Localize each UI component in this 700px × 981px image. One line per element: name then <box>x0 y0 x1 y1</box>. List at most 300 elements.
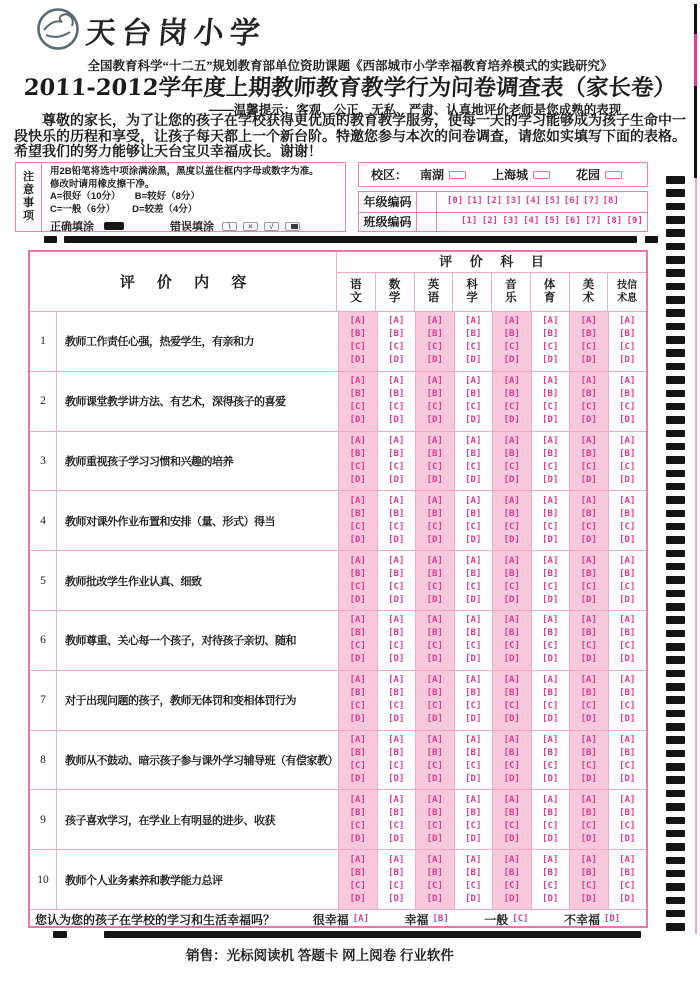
option-bubble-A[interactable]: [A] <box>349 854 366 865</box>
option-bubble-A[interactable]: [A] <box>542 495 559 506</box>
option-bubble-C[interactable]: [C] <box>426 760 443 771</box>
option-bubble-D[interactable]: [D] <box>426 654 443 665</box>
option-bubble-B[interactable]: [B] <box>388 568 405 579</box>
option-bubble-A[interactable]: [A] <box>465 495 482 506</box>
option-bubble-C[interactable]: [C] <box>465 760 482 771</box>
code-digit-bubble[interactable]: [4] <box>523 216 540 227</box>
option-bubble-D[interactable]: [D] <box>619 355 636 366</box>
option-bubble-D[interactable]: [D] <box>465 893 482 904</box>
option-bubble-B[interactable]: [B] <box>388 807 405 818</box>
option-bubble-B[interactable]: [B] <box>349 867 366 878</box>
option-bubble-B[interactable]: [B] <box>542 867 559 878</box>
option-bubble-A[interactable]: [A] <box>619 854 636 865</box>
option-bubble-A[interactable]: [A] <box>388 854 405 865</box>
option-bubble-B[interactable]: [B] <box>426 807 443 818</box>
option-bubble-D[interactable]: [D] <box>349 474 366 485</box>
option-bubble-A[interactable]: [A] <box>465 376 482 387</box>
option-bubble-C[interactable]: [C] <box>619 342 636 353</box>
option-bubble-C[interactable]: [C] <box>349 701 366 712</box>
option-bubble-D[interactable]: [D] <box>619 714 636 725</box>
option-bubble-A[interactable]: [A] <box>542 675 559 686</box>
option-bubble-C[interactable]: [C] <box>426 461 443 472</box>
option-bubble-D[interactable]: [D] <box>465 355 482 366</box>
option-bubble-A[interactable]: [A] <box>503 376 520 387</box>
option-bubble-D[interactable]: [D] <box>603 914 621 925</box>
option-bubble-B[interactable]: [B] <box>426 508 443 519</box>
option-bubble-C[interactable]: [C] <box>503 402 520 413</box>
option-bubble-D[interactable]: [D] <box>542 893 559 904</box>
option-bubble-B[interactable]: [B] <box>580 508 597 519</box>
option-bubble-B[interactable]: [B] <box>465 867 482 878</box>
option-bubble-C[interactable]: [C] <box>542 581 559 592</box>
option-bubble-A[interactable]: [A] <box>580 495 597 506</box>
option-bubble-C[interactable]: [C] <box>465 461 482 472</box>
code-digit-bubble[interactable]: [5] <box>544 196 561 207</box>
option-bubble-A[interactable]: [A] <box>426 376 443 387</box>
option-bubble-A[interactable]: [A] <box>580 675 597 686</box>
option-bubble-B[interactable]: [B] <box>465 329 482 340</box>
option-bubble-A[interactable]: [A] <box>465 675 482 686</box>
option-bubble-A[interactable]: [A] <box>388 555 405 566</box>
option-bubble-C[interactable]: [C] <box>619 402 636 413</box>
option-bubble-B[interactable]: [B] <box>619 807 636 818</box>
option-bubble-B[interactable]: [B] <box>465 568 482 579</box>
option-bubble-A[interactable]: [A] <box>388 675 405 686</box>
option-bubble-D[interactable]: [D] <box>349 893 366 904</box>
option-bubble-D[interactable]: [D] <box>426 893 443 904</box>
option-bubble-A[interactable]: [A] <box>388 316 405 327</box>
option-bubble-A[interactable]: [A] <box>349 555 366 566</box>
code-digit-bubble[interactable]: [7] <box>583 196 600 207</box>
option-bubble-A[interactable]: [A] <box>503 794 520 805</box>
option-bubble-C[interactable]: [C] <box>465 641 482 652</box>
option-bubble-B[interactable]: [B] <box>619 688 636 699</box>
option-bubble-B[interactable]: [B] <box>465 389 482 400</box>
option-bubble-C[interactable]: [C] <box>349 880 366 891</box>
option-bubble-B[interactable]: [B] <box>503 568 520 579</box>
option-bubble-B[interactable]: [B] <box>580 747 597 758</box>
option-bubble-D[interactable]: [D] <box>349 355 366 366</box>
option-bubble-D[interactable]: [D] <box>503 773 520 784</box>
option-bubble-C[interactable]: [C] <box>503 820 520 831</box>
option-bubble-D[interactable]: [D] <box>388 714 405 725</box>
code-digit-bubble[interactable]: [2] <box>485 196 503 207</box>
option-bubble-B[interactable]: [B] <box>349 389 366 400</box>
option-bubble-C[interactable]: [C] <box>388 342 405 353</box>
option-bubble-A[interactable]: [A] <box>503 555 520 566</box>
option-bubble-D[interactable]: [D] <box>580 534 597 545</box>
option-bubble-C[interactable]: [C] <box>349 402 366 413</box>
option-bubble-B[interactable]: [B] <box>503 329 520 340</box>
option-bubble-B[interactable]: [B] <box>465 508 482 519</box>
option-bubble-D[interactable]: [D] <box>349 833 366 844</box>
option-bubble-B[interactable]: [B] <box>619 747 636 758</box>
option-bubble-B[interactable]: [B] <box>542 568 559 579</box>
option-bubble-A[interactable]: [A] <box>542 316 559 327</box>
option-bubble-C[interactable]: [C] <box>580 461 597 472</box>
option-bubble-A[interactable]: [A] <box>388 376 405 387</box>
option-bubble-A[interactable]: [A] <box>503 854 520 865</box>
option-bubble-B[interactable]: [B] <box>426 688 443 699</box>
option-bubble-D[interactable]: [D] <box>580 833 597 844</box>
option-bubble-B[interactable]: [B] <box>580 448 597 459</box>
option-bubble-A[interactable]: [A] <box>426 495 443 506</box>
option-bubble-A[interactable]: [A] <box>465 615 482 626</box>
option-bubble-A[interactable]: [A] <box>352 914 370 925</box>
option-bubble-C[interactable]: [C] <box>542 760 559 771</box>
option-bubble-C[interactable]: [C] <box>580 581 597 592</box>
option-bubble-D[interactable]: [D] <box>619 833 636 844</box>
code-digit-bubble[interactable]: [7] <box>585 216 602 227</box>
option-bubble-C[interactable]: [C] <box>503 760 520 771</box>
option-bubble-C[interactable]: [C] <box>503 581 520 592</box>
option-bubble-C[interactable]: [C] <box>503 342 520 353</box>
option-bubble-C[interactable]: [C] <box>619 820 636 831</box>
option-bubble-D[interactable]: [D] <box>426 534 443 545</box>
option-bubble-B[interactable]: [B] <box>465 628 482 639</box>
option-bubble-D[interactable]: [D] <box>580 654 597 665</box>
option-bubble-B[interactable]: [B] <box>580 688 597 699</box>
option-bubble-A[interactable]: [A] <box>349 675 366 686</box>
option-bubble-A[interactable]: [A] <box>503 495 520 506</box>
option-bubble-C[interactable]: [C] <box>465 521 482 532</box>
option-bubble-B[interactable]: [B] <box>619 867 636 878</box>
option-bubble-A[interactable]: [A] <box>349 316 366 327</box>
option-bubble-A[interactable]: [A] <box>542 854 559 865</box>
option-bubble-C[interactable]: [C] <box>580 641 597 652</box>
option-bubble-D[interactable]: [D] <box>349 594 366 605</box>
option-bubble-D[interactable]: [D] <box>426 773 443 784</box>
option-bubble-D[interactable]: [D] <box>465 534 482 545</box>
option-bubble-B[interactable]: [B] <box>388 508 405 519</box>
option-bubble-C[interactable]: [C] <box>426 521 443 532</box>
option-bubble-D[interactable]: [D] <box>580 594 597 605</box>
option-bubble-D[interactable]: [D] <box>503 893 520 904</box>
option-bubble-C[interactable]: [C] <box>542 641 559 652</box>
option-bubble-B[interactable]: [B] <box>349 508 366 519</box>
option-bubble-C[interactable]: [C] <box>426 342 443 353</box>
option-bubble-D[interactable]: [D] <box>542 714 559 725</box>
option-bubble-A[interactable]: [A] <box>426 435 443 446</box>
option-bubble-A[interactable]: [A] <box>542 615 559 626</box>
option-bubble-A[interactable]: [A] <box>465 734 482 745</box>
option-bubble-C[interactable]: [C] <box>542 342 559 353</box>
option-bubble-A[interactable]: [A] <box>619 316 636 327</box>
option-bubble-A[interactable]: [A] <box>619 495 636 506</box>
option-bubble-B[interactable]: [B] <box>580 807 597 818</box>
option-bubble-A[interactable]: [A] <box>388 435 405 446</box>
option-bubble-C[interactable]: [C] <box>465 342 482 353</box>
option-bubble-C[interactable]: [C] <box>542 880 559 891</box>
option-bubble-D[interactable]: [D] <box>388 773 405 784</box>
option-bubble-D[interactable]: [D] <box>503 415 520 426</box>
option-bubble-D[interactable]: [D] <box>542 594 559 605</box>
option-bubble-A[interactable]: [A] <box>465 316 482 327</box>
option-bubble-D[interactable]: [D] <box>388 534 405 545</box>
option-bubble-C[interactable]: [C] <box>388 402 405 413</box>
option-bubble-D[interactable]: [D] <box>619 594 636 605</box>
option-bubble-D[interactable]: [D] <box>503 474 520 485</box>
option-bubble-A[interactable]: [A] <box>388 794 405 805</box>
option-bubble-C[interactable]: [C] <box>426 641 443 652</box>
option-bubble-B[interactable]: [B] <box>542 508 559 519</box>
option-bubble-D[interactable]: [D] <box>580 714 597 725</box>
option-bubble-D[interactable]: [D] <box>465 594 482 605</box>
option-bubble-B[interactable]: [B] <box>542 628 559 639</box>
option-bubble-D[interactable]: [D] <box>619 654 636 665</box>
option-bubble-C[interactable]: [C] <box>388 581 405 592</box>
option-bubble-B[interactable]: [B] <box>580 867 597 878</box>
option-bubble-A[interactable]: [A] <box>580 854 597 865</box>
option-bubble-A[interactable]: [A] <box>542 555 559 566</box>
option-bubble-A[interactable]: [A] <box>619 794 636 805</box>
option-bubble-D[interactable]: [D] <box>465 773 482 784</box>
option-bubble-C[interactable]: [C] <box>388 880 405 891</box>
code-digit-bubble[interactable]: [0] <box>447 196 464 207</box>
option-bubble-D[interactable]: [D] <box>349 415 366 426</box>
option-bubble-D[interactable]: [D] <box>465 833 482 844</box>
option-bubble-C[interactable]: [C] <box>388 760 405 771</box>
option-bubble-B[interactable]: [B] <box>619 448 636 459</box>
option-bubble-A[interactable]: [A] <box>426 615 443 626</box>
option-bubble-C[interactable]: [C] <box>465 701 482 712</box>
code-digit-bubble[interactable]: [4] <box>524 196 542 207</box>
option-bubble-A[interactable]: [A] <box>465 854 482 865</box>
option-bubble-C[interactable]: [C] <box>619 701 636 712</box>
option-bubble-B[interactable]: [B] <box>426 628 443 639</box>
option-bubble-A[interactable]: [A] <box>349 435 366 446</box>
option-bubble-B[interactable]: [B] <box>388 747 405 758</box>
option-bubble-B[interactable]: [B] <box>619 568 636 579</box>
option-bubble-D[interactable]: [D] <box>542 654 559 665</box>
option-bubble-B[interactable]: [B] <box>503 628 520 639</box>
option-bubble-B[interactable]: [B] <box>349 807 366 818</box>
option-bubble-D[interactable]: [D] <box>349 714 366 725</box>
option-bubble-C[interactable]: [C] <box>349 760 366 771</box>
option-bubble-D[interactable]: [D] <box>580 415 597 426</box>
option-bubble-B[interactable]: [B] <box>388 867 405 878</box>
option-bubble-A[interactable]: [A] <box>426 734 443 745</box>
option-bubble-C[interactable]: [C] <box>580 521 597 532</box>
option-bubble-A[interactable]: [A] <box>349 615 366 626</box>
option-bubble-A[interactable]: [A] <box>542 734 559 745</box>
option-bubble-D[interactable]: [D] <box>542 773 559 784</box>
option-bubble-A[interactable]: [A] <box>580 615 597 626</box>
option-bubble-B[interactable]: [B] <box>580 628 597 639</box>
option-bubble-B[interactable]: [B] <box>349 448 366 459</box>
option-bubble-D[interactable]: [D] <box>542 534 559 545</box>
option-bubble-D[interactable]: [D] <box>426 415 443 426</box>
option-bubble-A[interactable]: [A] <box>503 615 520 626</box>
option-bubble-A[interactable]: [A] <box>426 316 443 327</box>
option-bubble-C[interactable]: [C] <box>465 880 482 891</box>
option-bubble-A[interactable]: [A] <box>580 555 597 566</box>
option-bubble-C[interactable]: [C] <box>349 581 366 592</box>
option-bubble-D[interactable]: [D] <box>503 714 520 725</box>
option-bubble-D[interactable]: [D] <box>503 534 520 545</box>
option-bubble-B[interactable]: [B] <box>432 914 449 925</box>
option-bubble-C[interactable]: [C] <box>388 521 405 532</box>
campus-checkbox[interactable] <box>449 171 466 179</box>
option-bubble-B[interactable]: [B] <box>619 329 636 340</box>
option-bubble-D[interactable]: [D] <box>503 833 520 844</box>
option-bubble-A[interactable]: [A] <box>388 615 405 626</box>
option-bubble-C[interactable]: [C] <box>619 760 636 771</box>
option-bubble-D[interactable]: [D] <box>465 415 482 426</box>
option-bubble-B[interactable]: [B] <box>542 389 559 400</box>
option-bubble-C[interactable]: [C] <box>465 402 482 413</box>
option-bubble-A[interactable]: [A] <box>388 734 405 745</box>
option-bubble-B[interactable]: [B] <box>542 448 559 459</box>
option-bubble-C[interactable]: [C] <box>426 402 443 413</box>
option-bubble-D[interactable]: [D] <box>542 355 559 366</box>
code-digit-bubble[interactable]: [1] <box>461 216 478 227</box>
code-digit-bubble[interactable]: [6] <box>563 196 580 207</box>
option-bubble-A[interactable]: [A] <box>619 734 636 745</box>
option-bubble-A[interactable]: [A] <box>465 435 482 446</box>
option-bubble-D[interactable]: [D] <box>619 534 636 545</box>
option-bubble-C[interactable]: [C] <box>465 820 482 831</box>
option-bubble-A[interactable]: [A] <box>388 495 405 506</box>
option-bubble-B[interactable]: [B] <box>542 329 559 340</box>
option-bubble-C[interactable]: [C] <box>465 581 482 592</box>
option-bubble-C[interactable]: [C] <box>580 342 597 353</box>
option-bubble-D[interactable]: [D] <box>426 594 443 605</box>
option-bubble-A[interactable]: [A] <box>426 854 443 865</box>
option-bubble-D[interactable]: [D] <box>426 355 443 366</box>
option-bubble-B[interactable]: [B] <box>349 628 366 639</box>
option-bubble-A[interactable]: [A] <box>619 376 636 387</box>
option-bubble-B[interactable]: [B] <box>349 568 366 579</box>
option-bubble-A[interactable]: [A] <box>465 555 482 566</box>
option-bubble-C[interactable]: [C] <box>349 820 366 831</box>
option-bubble-D[interactable]: [D] <box>580 773 597 784</box>
option-bubble-D[interactable]: [D] <box>580 474 597 485</box>
option-bubble-A[interactable]: [A] <box>426 794 443 805</box>
option-bubble-C[interactable]: [C] <box>349 342 366 353</box>
code-digit-bubble[interactable]: [9] <box>626 216 643 227</box>
option-bubble-A[interactable]: [A] <box>503 675 520 686</box>
option-bubble-B[interactable]: [B] <box>503 867 520 878</box>
option-bubble-A[interactable]: [A] <box>426 675 443 686</box>
option-bubble-A[interactable]: [A] <box>349 495 366 506</box>
option-bubble-A[interactable]: [A] <box>580 316 597 327</box>
option-bubble-C[interactable]: [C] <box>542 820 559 831</box>
code-digit-bubble[interactable]: [1] <box>466 196 483 207</box>
option-bubble-B[interactable]: [B] <box>580 568 597 579</box>
option-bubble-B[interactable]: [B] <box>426 867 443 878</box>
code-digit-bubble[interactable]: [5] <box>543 216 561 227</box>
option-bubble-C[interactable]: [C] <box>542 521 559 532</box>
option-bubble-D[interactable]: [D] <box>619 415 636 426</box>
option-bubble-C[interactable]: [C] <box>619 461 636 472</box>
option-bubble-C[interactable]: [C] <box>580 880 597 891</box>
option-bubble-D[interactable]: [D] <box>426 474 443 485</box>
option-bubble-C[interactable]: [C] <box>619 880 636 891</box>
option-bubble-B[interactable]: [B] <box>580 329 597 340</box>
option-bubble-D[interactable]: [D] <box>503 594 520 605</box>
option-bubble-C[interactable]: [C] <box>349 521 366 532</box>
option-bubble-D[interactable]: [D] <box>426 833 443 844</box>
option-bubble-B[interactable]: [B] <box>619 389 636 400</box>
option-bubble-C[interactable]: [C] <box>619 641 636 652</box>
option-bubble-C[interactable]: [C] <box>503 521 520 532</box>
option-bubble-B[interactable]: [B] <box>426 448 443 459</box>
option-bubble-A[interactable]: [A] <box>619 615 636 626</box>
option-bubble-B[interactable]: [B] <box>426 568 443 579</box>
option-bubble-D[interactable]: [D] <box>388 355 405 366</box>
option-bubble-B[interactable]: [B] <box>619 508 636 519</box>
option-bubble-A[interactable]: [A] <box>619 675 636 686</box>
option-bubble-D[interactable]: [D] <box>426 714 443 725</box>
option-bubble-B[interactable]: [B] <box>465 448 482 459</box>
option-bubble-C[interactable]: [C] <box>426 820 443 831</box>
option-bubble-B[interactable]: [B] <box>426 747 443 758</box>
option-bubble-A[interactable]: [A] <box>426 555 443 566</box>
option-bubble-C[interactable]: [C] <box>426 581 443 592</box>
option-bubble-B[interactable]: [B] <box>465 747 482 758</box>
option-bubble-D[interactable]: [D] <box>349 534 366 545</box>
option-bubble-A[interactable]: [A] <box>465 794 482 805</box>
option-bubble-D[interactable]: [D] <box>465 714 482 725</box>
option-bubble-D[interactable]: [D] <box>619 474 636 485</box>
option-bubble-B[interactable]: [B] <box>619 628 636 639</box>
option-bubble-B[interactable]: [B] <box>465 688 482 699</box>
option-bubble-A[interactable]: [A] <box>580 376 597 387</box>
option-bubble-A[interactable]: [A] <box>580 734 597 745</box>
option-bubble-A[interactable]: [A] <box>503 316 520 327</box>
option-bubble-D[interactable]: [D] <box>465 474 482 485</box>
option-bubble-C[interactable]: [C] <box>503 461 520 472</box>
code-digit-bubble[interactable]: [3] <box>505 196 522 207</box>
option-bubble-C[interactable]: [C] <box>542 701 559 712</box>
option-bubble-B[interactable]: [B] <box>503 508 520 519</box>
option-bubble-B[interactable]: [B] <box>426 389 443 400</box>
option-bubble-B[interactable]: [B] <box>465 807 482 818</box>
option-bubble-C[interactable]: [C] <box>542 402 559 413</box>
option-bubble-A[interactable]: [A] <box>503 435 520 446</box>
option-bubble-D[interactable]: [D] <box>580 893 597 904</box>
option-bubble-D[interactable]: [D] <box>503 355 520 366</box>
code-digit-bubble[interactable]: [6] <box>564 216 581 227</box>
option-bubble-B[interactable]: [B] <box>503 747 520 758</box>
option-bubble-B[interactable]: [B] <box>542 747 559 758</box>
code-digit-bubble[interactable]: [3] <box>502 216 519 227</box>
option-bubble-B[interactable]: [B] <box>542 688 559 699</box>
code-digit-bubble[interactable]: [8] <box>605 216 623 227</box>
option-bubble-A[interactable]: [A] <box>542 376 559 387</box>
option-bubble-B[interactable]: [B] <box>503 807 520 818</box>
option-bubble-C[interactable]: [C] <box>349 461 366 472</box>
option-bubble-C[interactable]: [C] <box>388 461 405 472</box>
option-bubble-B[interactable]: [B] <box>388 628 405 639</box>
option-bubble-D[interactable]: [D] <box>388 474 405 485</box>
option-bubble-B[interactable]: [B] <box>388 329 405 340</box>
option-bubble-B[interactable]: [B] <box>349 747 366 758</box>
option-bubble-A[interactable]: [A] <box>580 794 597 805</box>
option-bubble-A[interactable]: [A] <box>349 734 366 745</box>
option-bubble-B[interactable]: [B] <box>349 329 366 340</box>
option-bubble-A[interactable]: [A] <box>349 794 366 805</box>
option-bubble-C[interactable]: [C] <box>580 760 597 771</box>
option-bubble-D[interactable]: [D] <box>503 654 520 665</box>
option-bubble-C[interactable]: [C] <box>503 880 520 891</box>
option-bubble-D[interactable]: [D] <box>388 893 405 904</box>
option-bubble-D[interactable]: [D] <box>619 893 636 904</box>
option-bubble-B[interactable]: [B] <box>388 448 405 459</box>
option-bubble-C[interactable]: [C] <box>512 914 529 925</box>
option-bubble-A[interactable]: [A] <box>503 734 520 745</box>
